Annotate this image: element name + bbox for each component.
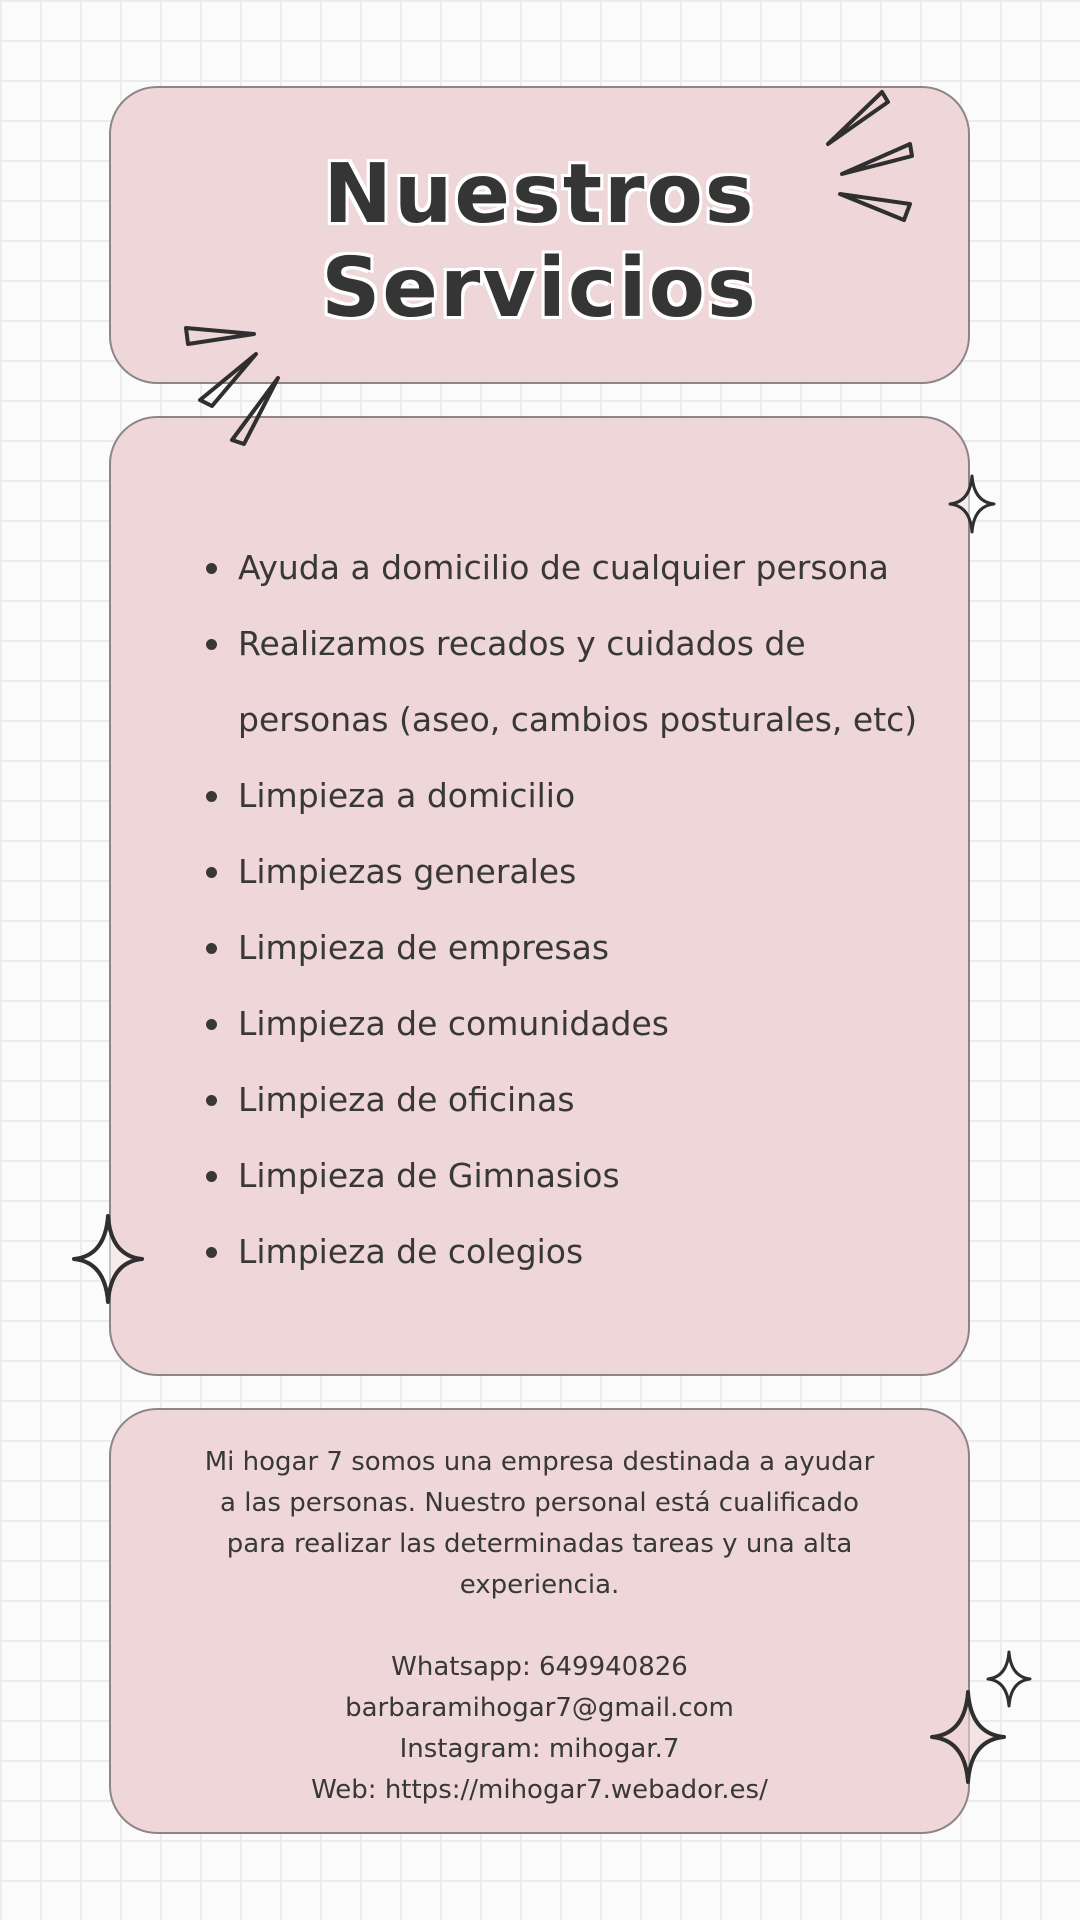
- burst-lines-icon: [180, 322, 290, 452]
- service-item-text: Ayuda a domicilio de cualquier persona: [238, 548, 889, 587]
- service-item: [206, 986, 948, 1062]
- web-contact: Web: https://mihogar7.webador.es/: [311, 1775, 768, 1805]
- service-item-text: Limpieza a domicilio: [238, 776, 576, 815]
- company-description: [111, 1442, 968, 1606]
- contact-info: [111, 1647, 968, 1811]
- description-line: a las personas. Nuestro personal está cualificado: [220, 1488, 859, 1518]
- service-item: [206, 834, 948, 910]
- services-list: [206, 530, 948, 1290]
- service-item: [206, 606, 948, 758]
- service-item: [206, 530, 948, 606]
- description-line: para realizar las determinadas tareas y una alta: [226, 1529, 853, 1559]
- sparkle-icon: [930, 1690, 1006, 1784]
- service-item-text: Limpieza de comunidades: [238, 1004, 669, 1043]
- service-item-text: Limpieza de oficinas: [238, 1080, 575, 1119]
- title-line-1: Nuestros: [323, 147, 756, 242]
- services-card: [109, 416, 970, 1376]
- service-item: [206, 910, 948, 986]
- service-item: [206, 1062, 948, 1138]
- instagram-contact: Instagram: mihogar.7: [399, 1734, 680, 1764]
- email-contact: barbaramihogar7@gmail.com: [345, 1693, 734, 1723]
- service-item: [206, 1138, 948, 1214]
- about-section: [111, 1442, 968, 1811]
- whatsapp-contact: Whatsapp: 649940826: [391, 1652, 688, 1682]
- sparkle-icon: [72, 1214, 144, 1304]
- description-line: Mi hogar 7 somos una empresa destinada a ayudar: [204, 1447, 875, 1477]
- description-line: experiencia.: [459, 1570, 620, 1600]
- sparkle-icon: [948, 474, 996, 534]
- service-item-text: Limpieza de Gimnasios: [238, 1156, 620, 1195]
- service-item: [206, 758, 948, 834]
- service-item-text: personas (aseo, cambios posturales, etc): [238, 700, 918, 739]
- service-item-text: Limpieza de colegios: [238, 1232, 584, 1271]
- service-item-text: Limpieza de empresas: [238, 928, 610, 967]
- title-line-2: Servicios: [321, 241, 758, 336]
- service-item-text: Limpiezas generales: [238, 852, 577, 891]
- about-card: [109, 1408, 970, 1834]
- service-item-text: Realizamos recados y cuidados de: [238, 624, 806, 663]
- burst-lines-icon: [820, 86, 920, 226]
- service-item: [206, 1214, 948, 1290]
